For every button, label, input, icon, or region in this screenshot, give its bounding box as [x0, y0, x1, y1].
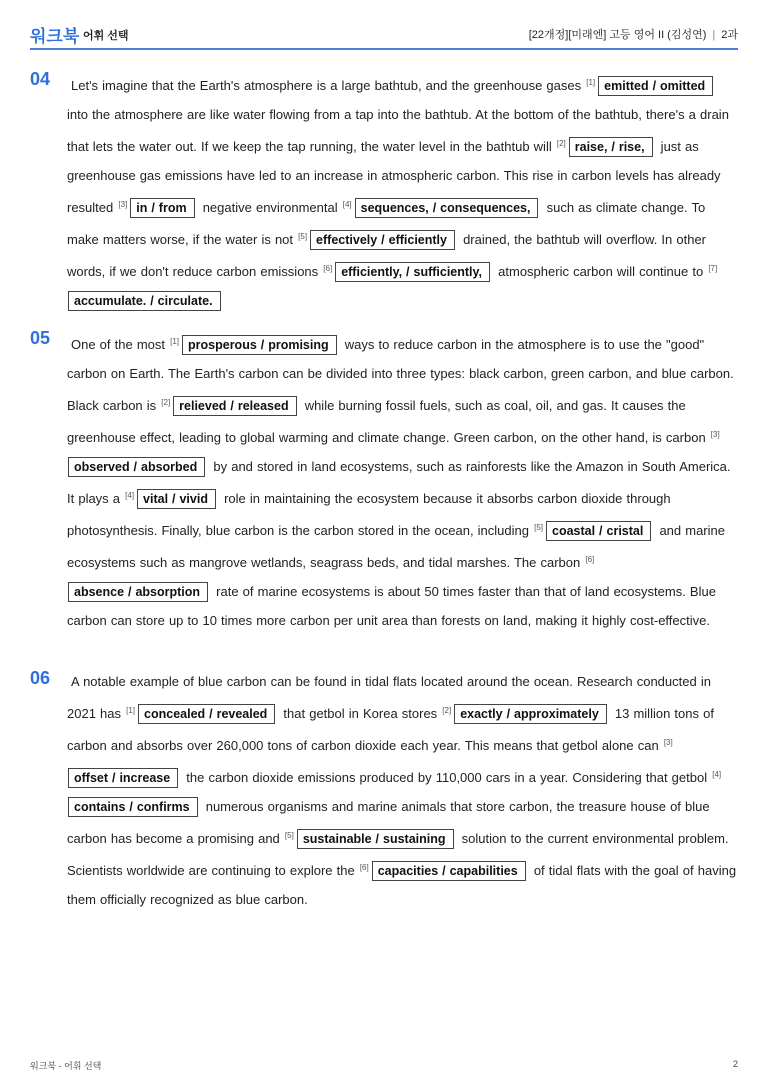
blank-number: [4]	[125, 491, 135, 500]
vocab-choice-box[interactable]: coastal / cristal	[546, 521, 651, 541]
lesson-label: 2과	[721, 29, 738, 41]
problem-number: 05	[30, 328, 51, 348]
blank-number: [1]	[586, 78, 596, 87]
blank-number: [6]	[359, 863, 369, 872]
problem-06	[30, 667, 738, 914]
passage-text: atmospheric carbon will continue to	[494, 264, 708, 279]
vocab-choice-box[interactable]: sustainable / sustaining	[297, 829, 454, 849]
passage-text: ways to reduce carbon in the atmosphere is to use the "good" carbon on Earth. The Earth's carbon can be divided into three types: black carbon, green carbon, and blue carbon. Black carbon is	[67, 337, 734, 413]
page-number: 2	[732, 1059, 738, 1069]
course-info	[529, 26, 738, 42]
blank-number: [3]	[663, 738, 673, 747]
passage-text: 13 million tons of carbon and absorbs over 260,000 tons of carbon dioxide each year. This means that getbol alone can	[67, 706, 714, 753]
problem-passage	[67, 327, 738, 635]
problem-04	[30, 68, 738, 315]
passage-text: drained, the bathtub will overflow. In other words, if we don't reduce carbon emissions	[67, 232, 707, 279]
vocab-choice-box[interactable]: offset / increase	[68, 768, 178, 788]
passage-text: by and stored in land ecosystems, such as rainforests like the Amazon in South America. It plays a	[67, 459, 731, 506]
blank-number: [5]	[534, 523, 543, 532]
course-title: [22개정][미래엔] 고등 영어 II (김성연)	[528, 29, 707, 41]
problem-number: 04	[30, 69, 51, 89]
vocab-choice-box[interactable]: concealed / revealed	[138, 704, 275, 724]
brand-title: 워크북	[30, 27, 80, 46]
blank-number: [2]	[442, 706, 452, 715]
blank-number: [4]	[342, 200, 352, 209]
vocab-choice-box[interactable]: capacities / capabilities	[372, 861, 526, 881]
passage-text: while burning fossil fuels, such as coal, oil, and gas. It causes the greenhouse effect, leading to global warming and climate change. Green carbon, on the other hand, is carbon	[67, 398, 710, 445]
passage-text: and marine ecosystems such as mangrove wetlands, seagrass beds, and tidal marshes. The carbon	[67, 523, 725, 570]
footer-label: 워크북 - 어휘 선택	[30, 1061, 102, 1071]
blank-number: [6]	[585, 555, 595, 564]
passage-text: numerous organisms and marine animals that store carbon, the treasure house of blue carbon has become a promising and	[67, 799, 710, 846]
passage-text: such as climate change. To make matters worse, if the water is not	[67, 200, 706, 247]
passage-text: negative environmental	[198, 200, 342, 215]
blank-number: [5]	[284, 831, 294, 840]
vocab-choice-box[interactable]: accumulate. / circulate.	[68, 291, 221, 311]
passage-text: into the atmosphere are like water flowing from a tap into the bathtub. At the bottom of the bathtub, there's a drain that lets the water out. If we keep the tap running, the water level in the bathtub will	[67, 107, 729, 154]
passage-text: rate of marine ecosystems is about 50 times faster than that of land ecosystems. Blue carbon can store up to 10 times more carbon per unit area than forests on land, making it highly cost-effective.	[67, 584, 716, 628]
passage-text: the carbon dioxide emissions produced by 110,000 cars in a year. Considering that getbol	[182, 770, 712, 785]
vocab-choice-box[interactable]: vital / vivid	[137, 489, 216, 509]
page-subtitle: 어휘 선택	[83, 30, 129, 42]
problem-passage	[67, 68, 738, 315]
vocab-choice-box[interactable]: contains / confirms	[68, 797, 198, 817]
blank-number: [6]	[323, 264, 333, 273]
problem-number: 06	[30, 668, 51, 688]
vocab-choice-box[interactable]: effectively / efficiently	[310, 230, 455, 250]
blank-number: [2]	[556, 139, 566, 148]
vocab-choice-box[interactable]: observed / absorbed	[68, 457, 205, 477]
vocab-choice-box[interactable]: sequences, / consequences,	[355, 198, 539, 218]
vocab-choice-box[interactable]: prosperous / promising	[182, 335, 337, 355]
blank-number: [5]	[298, 232, 308, 241]
blank-number: [1]	[170, 337, 180, 346]
blank-number: [3]	[710, 430, 720, 439]
blank-number: [7]	[708, 264, 718, 273]
passage-text: that getbol in Korea stores	[279, 706, 442, 721]
problem-passage	[67, 667, 738, 914]
passage-text: just as greenhouse gas emissions have led to an increase in atmospheric carbon. This rise in carbon levels has already resulted	[67, 139, 721, 215]
vocab-choice-box[interactable]: efficiently, / sufficiently,	[335, 262, 490, 282]
blank-number: [2]	[161, 398, 171, 407]
passage-text: Let's imagine that the Earth's atmosphere is a large bathtub, and the greenhouse gases	[71, 78, 586, 93]
passage-text: role in maintaining the ecosystem because it absorbs carbon dioxide through photosynthesis. Finally, blue carbon is the carbon stored in the ocean, including	[67, 491, 671, 538]
passage-text: of tidal flats with the goal of having them officially recognized as blue carbon.	[67, 863, 737, 907]
passage-text: solution to the current environmental problem. Scientists worldwide are continuing to explore the	[67, 831, 729, 878]
blank-number: [4]	[712, 770, 722, 779]
blank-number: [1]	[126, 706, 136, 715]
passage-text: A notable example of blue carbon can be found in tidal flats located around the ocean. Research conducted in 2021 has	[67, 674, 711, 721]
vocab-choice-box[interactable]: raise, / rise,	[569, 137, 653, 157]
blank-number: [3]	[118, 200, 128, 209]
vocab-choice-box[interactable]: absence / absorption	[68, 582, 208, 602]
page-header	[30, 18, 738, 50]
header-separator: |	[712, 29, 716, 41]
problem-05	[30, 327, 738, 635]
passage-text: One of the most	[71, 337, 170, 352]
vocab-choice-box[interactable]: relieved / released	[173, 396, 296, 416]
vocab-choice-box[interactable]: in / from	[130, 198, 194, 218]
vocab-choice-box[interactable]: exactly / approximately	[454, 704, 607, 724]
vocab-choice-box[interactable]: emitted / omitted	[598, 76, 713, 96]
